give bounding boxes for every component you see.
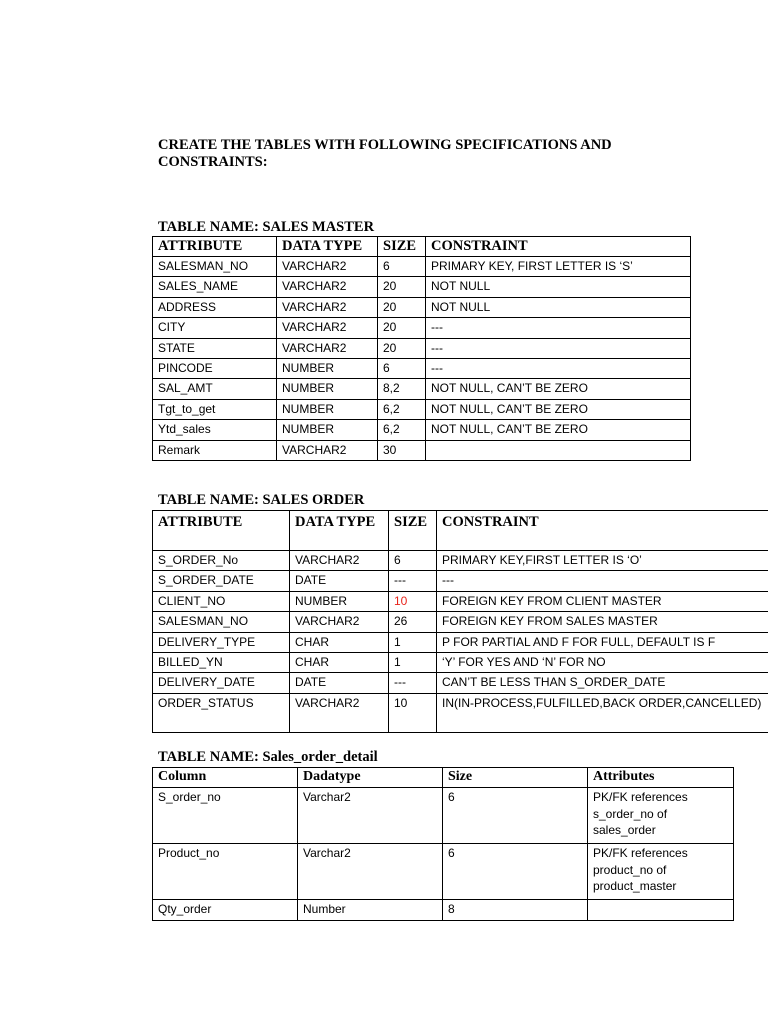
cell-attributes [588,900,734,921]
cell-data-type: NUMBER [290,591,389,611]
cell-attributes: PK/FK references product_no of product_master [588,844,734,900]
column-header-attribute: ATTRIBUTE [153,511,290,551]
sales-master-table [152,236,691,461]
table-row [153,900,734,921]
column-header-constraint: CONSTRAINT [426,237,691,257]
cell-constraint: NOT NULL [426,277,691,297]
cell-constraint: --- [426,358,691,378]
cell-data-type: NUMBER [277,379,378,399]
table-row [153,571,768,591]
cell-attribute: ADDRESS [153,297,277,317]
cell-attribute: STATE [153,338,277,358]
cell-size: 20 [378,338,426,358]
table-row [153,844,734,900]
cell-data-type: VARCHAR2 [277,338,378,358]
column-header-size: SIZE [389,511,437,551]
cell-constraint: FOREIGN KEY FROM CLIENT MASTER [437,591,768,611]
cell-size: 20 [378,297,426,317]
cell-constraint [426,440,691,460]
cell-datatype: Varchar2 [298,788,443,844]
cell-data-type: VARCHAR2 [290,551,389,571]
cell-attribute: ORDER_STATUS [153,693,290,732]
column-header-attribute: ATTRIBUTE [153,237,277,257]
table-row [153,379,691,399]
cell-attribute: S_ORDER_DATE [153,571,290,591]
cell-constraint: PRIMARY KEY,FIRST LETTER IS ‘O’ [437,551,768,571]
cell-attribute: BILLED_YN [153,652,290,672]
cell-constraint: IN(IN-PROCESS,FULFILLED,BACK ORDER,CANCELLED) [437,693,768,732]
cell-data-type: VARCHAR2 [277,257,378,277]
cell-data-type: NUMBER [277,399,378,419]
cell-constraint: PRIMARY KEY, FIRST LETTER IS ‘S’ [426,257,691,277]
cell-constraint: FOREIGN KEY FROM SALES MASTER [437,612,768,632]
cell-size: 6 [443,844,588,900]
table-row [153,297,691,317]
cell-size-highlighted: 10 [389,591,437,611]
cell-constraint: NOT NULL [426,297,691,317]
cell-attributes: PK/FK references s_order_no of sales_order [588,788,734,844]
cell-column: Qty_order [153,900,298,921]
table-row [153,277,691,297]
cell-size: 6,2 [378,420,426,440]
cell-attribute: DELIVERY_DATE [153,673,290,693]
cell-attribute: PINCODE [153,358,277,378]
column-header-data-type: DATA TYPE [277,237,378,257]
cell-data-type: CHAR [290,632,389,652]
table-row [153,399,691,419]
cell-data-type: VARCHAR2 [277,440,378,460]
cell-size: 1 [389,632,437,652]
table-row [153,612,768,632]
cell-size: 20 [378,277,426,297]
cell-constraint: ‘Y’ FOR YES AND ‘N’ FOR NO [437,652,768,672]
cell-data-type: NUMBER [277,420,378,440]
cell-size: 8,2 [378,379,426,399]
cell-data-type: VARCHAR2 [277,297,378,317]
table-header-row [153,768,734,788]
cell-datatype: Number [298,900,443,921]
cell-constraint: --- [426,338,691,358]
cell-size: --- [389,673,437,693]
table-row [153,338,691,358]
cell-attribute: Ytd_sales [153,420,277,440]
cell-attribute: SALES_NAME [153,277,277,297]
cell-data-type: DATE [290,673,389,693]
cell-size: --- [389,571,437,591]
table-row [153,551,768,571]
table-row [153,420,691,440]
cell-size: 26 [389,612,437,632]
sales-order-title: TABLE NAME: SALES ORDER [158,492,365,508]
cell-datatype: Varchar2 [298,844,443,900]
cell-attribute: CLIENT_NO [153,591,290,611]
cell-constraint: --- [426,318,691,338]
table-row [153,693,768,732]
sales-order-detail-table [152,767,734,921]
cell-size: 6 [389,551,437,571]
cell-data-type: VARCHAR2 [277,277,378,297]
cell-size: 1 [389,652,437,672]
cell-size: 8 [443,900,588,921]
table-row [153,673,768,693]
column-header-data-type: DATA TYPE [290,511,389,551]
cell-data-type: DATE [290,571,389,591]
cell-data-type: VARCHAR2 [290,612,389,632]
cell-constraint: NOT NULL, CAN’T BE ZERO [426,379,691,399]
sales-order-table [152,510,768,733]
sales-master-title: TABLE NAME: SALES MASTER [158,219,375,235]
cell-column: Product_no [153,844,298,900]
column-header-size: Size [443,768,588,788]
column-header-size: SIZE [378,237,426,257]
table-row [153,652,768,672]
cell-size: 30 [378,440,426,460]
cell-constraint: --- [437,571,768,591]
page-heading: CREATE THE TABLES WITH FOLLOWING SPECIFICATIONS AND CONSTRAINTS: [158,137,612,170]
cell-data-type: VARCHAR2 [290,693,389,732]
cell-constraint: NOT NULL, CAN’T BE ZERO [426,420,691,440]
column-header-column: Column [153,768,298,788]
table-row [153,632,768,652]
cell-attribute: CITY [153,318,277,338]
cell-constraint: NOT NULL, CAN’T BE ZERO [426,399,691,419]
cell-attribute: Remark [153,440,277,460]
table-row [153,318,691,338]
cell-data-type: VARCHAR2 [277,318,378,338]
cell-size: 6 [378,257,426,277]
table-row [153,591,768,611]
table-row [153,440,691,460]
column-header-attributes: Attributes [588,768,734,788]
cell-attribute: SALESMAN_NO [153,257,277,277]
cell-size: 20 [378,318,426,338]
cell-data-type: NUMBER [277,358,378,378]
cell-attribute: Tgt_to_get [153,399,277,419]
cell-constraint: CAN’T BE LESS THAN S_ORDER_DATE [437,673,768,693]
cell-size: 6,2 [378,399,426,419]
cell-column: S_order_no [153,788,298,844]
cell-constraint: P FOR PARTIAL AND F FOR FULL, DEFAULT IS F [437,632,768,652]
table-header-row [153,511,768,551]
cell-attribute: DELIVERY_TYPE [153,632,290,652]
table-row [153,358,691,378]
cell-size: 10 [389,693,437,732]
sales-order-detail-title: TABLE NAME: Sales_order_detail [158,749,378,765]
cell-attribute: SAL_AMT [153,379,277,399]
cell-attribute: SALESMAN_NO [153,612,290,632]
table-header-row [153,237,691,257]
cell-data-type: CHAR [290,652,389,672]
cell-size: 6 [443,788,588,844]
table-row [153,788,734,844]
cell-attribute: S_ORDER_No [153,551,290,571]
column-header-datatype: Dadatype [298,768,443,788]
column-header-constraint: CONSTRAINT [437,511,768,551]
table-row [153,257,691,277]
cell-size: 6 [378,358,426,378]
